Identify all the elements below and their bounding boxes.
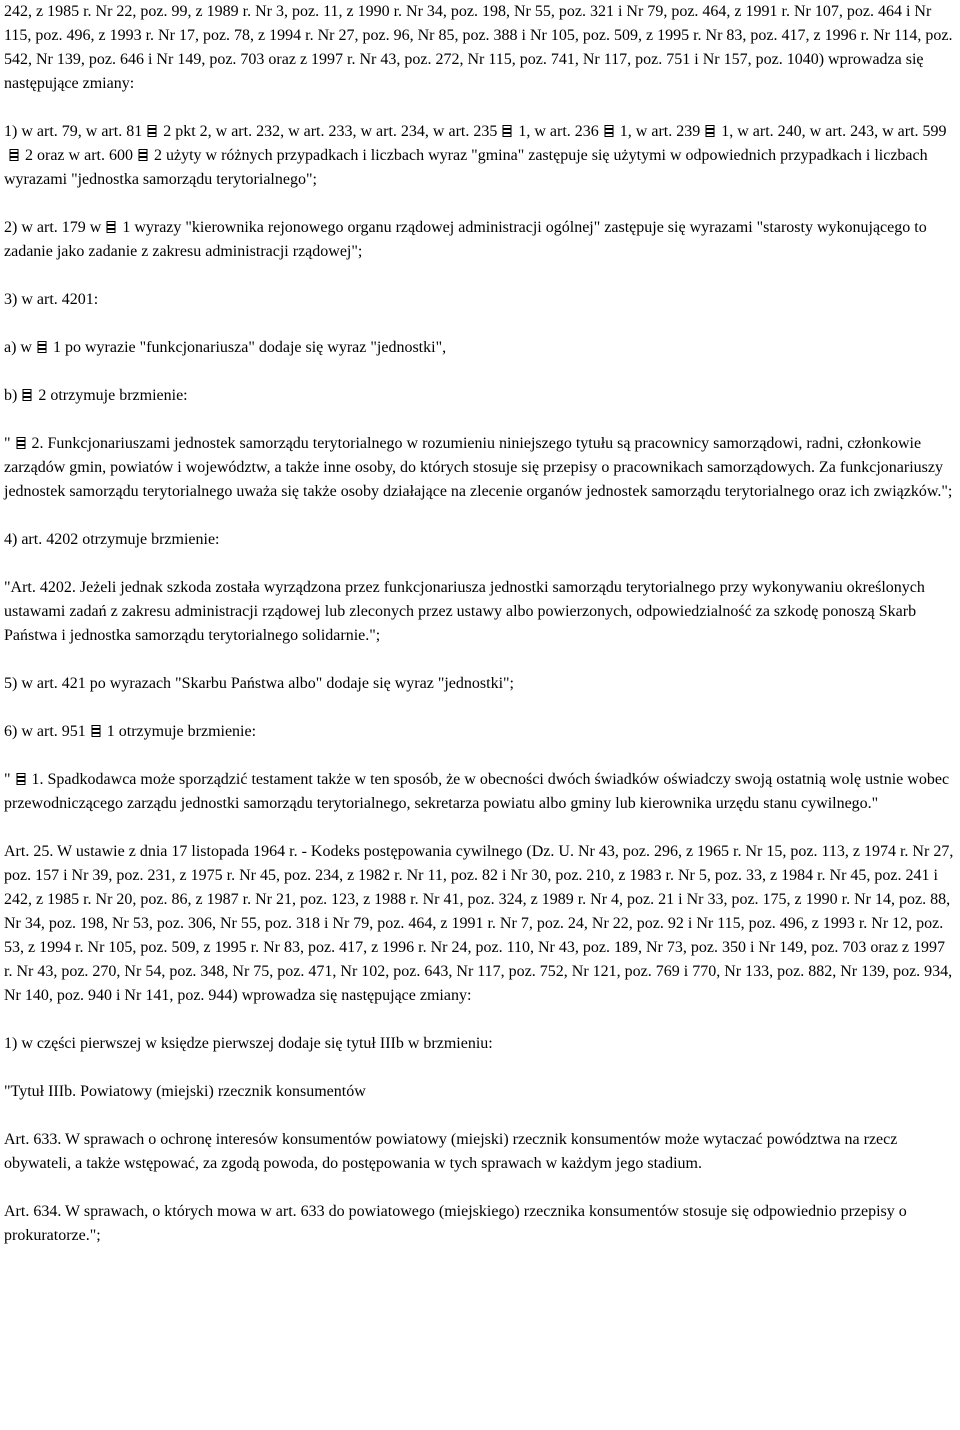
section-mark-icon <box>704 124 716 138</box>
text-span: "Tytuł IIIb. Powiatowy (miejski) rzecznik konsumentów <box>4 1083 366 1100</box>
text-span: Art. 25. W ustawie z dnia 17 listopada 1964 r. - Kodeks postępowania cywilnego (Dz. U. Nr 43, poz. 296, z 1965 r. Nr 15, poz. 113, z 1974 r. Nr 27, poz. 157 i Nr 39, poz. 231, z 1975 r. Nr 45, poz. 234, z 1982 r. Nr 11, poz. 82 i Nr 30, poz. 210, z 1983 r. Nr 5, poz. 33, z 1984 r. Nr 45, poz. 241 i 242, z 1985 r. Nr 20, poz. 86, z 1987 r. Nr 21, poz. 123, z 1988 r. Nr 41, poz. 324, z 1989 r. Nr 4, poz. 21 i Nr 33, poz. 175, z 1990 r. Nr 14, poz. 88, Nr 34, poz. 198, Nr 53, poz. 306, Nr 55, poz. 318 i Nr 79, poz. 464, z 1991 r. Nr 7, poz. 24, Nr 22, poz. 92 i Nr 115, poz. 496, z 1993 r. Nr 12, poz. 53, z 1994 r. Nr 105, poz. 509, z 1995 r. Nr 83, poz. 417, z 1996 r. Nr 24, poz. 110, Nr 43, poz. 189, Nr 73, poz. 350 i Nr 149, poz. 703 oraz z 1997 r. Nr 43, poz. 270, Nr 54, poz. 348, Nr 75, poz. 471, Nr 102, poz. 643, Nr 117, poz. 752, Nr 121, poz. 769 i 770, Nr 133, poz. 882, Nr 139, poz. 934, Nr 140, poz. 940 i Nr 141, poz. 944) wprowadza się następujące zmiany: <box>4 843 954 1004</box>
article-634 <box>4 1200 956 1248</box>
section-mark-icon <box>137 148 149 162</box>
intro-paragraph <box>4 0 956 96</box>
text-span: 3) w art. 4201: <box>4 291 99 308</box>
text-span: 2. Funkcjonariuszami jednostek samorządu terytorialnego w rozumieniu niniejszego tytułu są pracownicy samorządowi, radni, członkowie zarządów gmin, powiatów i województw, a także inne osoby, do których stosuje się przepisy o pracownikach samorządowych. Za funkcjonariuszy jednostek samorządu terytorialnego uważa się także osoby działające na zlecenie organów jednostek samorządu terytorialnego oraz ich związków."; <box>4 435 953 500</box>
amendment-item-6 <box>4 720 956 744</box>
text-span: a) w <box>4 339 32 356</box>
article-633 <box>4 1128 956 1176</box>
amendment-item-1 <box>4 1032 956 1056</box>
amendment-item-2 <box>4 216 956 264</box>
text-span: 1 wyrazy "kierownika rejonowego organu rządowej administracji ogólnej" zastępuje się wyrazami "starosty wykonującego to zadanie jako zadanie z zakresu administracji rządowej"; <box>4 219 927 260</box>
quoted-provision <box>4 576 956 648</box>
section-mark-icon <box>15 436 27 450</box>
text-span: 1, w art. 240, w art. 243, w art. 599 <box>721 123 947 140</box>
text-span: "Art. 4202. Jeżeli jednak szkoda została wyrządzona przez funkcjonariusza jednostki samorządu terytorialnego przy wykonywaniu określonych ustawami zadań z zakresu administracji rządowej lub zleconych przez ustawy albo powierzonych, odpowiedzialność za szkodę ponoszą Skarb Państwa i jednostka samorządu terytorialnego solidarnie."; <box>4 579 925 644</box>
text-span: " <box>4 771 11 788</box>
section-mark-icon <box>146 124 158 138</box>
text-span: 6) w art. 951 <box>4 723 86 740</box>
text-span: 242, z 1985 r. Nr 22, poz. 99, z 1989 r. Nr 3, poz. 11, z 1990 r. Nr 34, poz. 198, Nr 55, poz. 321 i Nr 79, poz. 464, z 1991 r. Nr 107, poz. 464 i Nr 115, poz. 496, z 1993 r. Nr 17, poz. 78, z 1994 r. Nr 27, poz. 96, Nr 85, poz. 388 i Nr 105, poz. 509, z 1995 r. Nr 83, poz. 417, z 1996 r. Nr 114, poz. 542, Nr 139, poz. 646 i Nr 149, poz. 703 oraz z 1997 r. Nr 43, poz. 272, Nr 115, poz. 741, Nr 117, poz. 751 i Nr 157, poz. 1040) wprowadza się następujące zmiany: <box>4 3 953 92</box>
amendment-subitem-a <box>4 336 956 360</box>
text-span: " <box>4 435 11 452</box>
section-mark-icon <box>90 724 102 738</box>
text-span: 1. Spadkodawca może sporządzić testament także w ten sposób, że w obecności dwóch świadków oświadczy swoją ostatnią wolę ustnie wobec przewodniczącego zarządu jednostki samorządu terytorialnego, sekretarza powiatu albo gminy lub kierownika urzędu stanu cywilnego." <box>4 771 950 812</box>
amendment-item-3 <box>4 288 956 312</box>
text-span: 1) w art. 79, w art. 81 <box>4 123 143 140</box>
text-span: 2 otrzymuje brzmienie: <box>38 387 188 404</box>
text-span: 2 oraz w art. 600 <box>25 147 133 164</box>
text-span: 2) w art. 179 w <box>4 219 102 236</box>
section-mark-icon <box>21 388 33 402</box>
text-span: 2 pkt 2, w art. 232, w art. 233, w art. 234, w art. 235 <box>163 123 498 140</box>
amendment-item-5 <box>4 672 956 696</box>
section-mark-icon <box>501 124 513 138</box>
text-span: 1) w części pierwszej w księdze pierwszej dodaje się tytuł IIIb w brzmieniu: <box>4 1035 493 1052</box>
quoted-provision <box>4 432 956 504</box>
section-mark-icon <box>105 220 117 234</box>
text-span: Art. 633. W sprawach o ochronę interesów konsumentów powiatowy (miejski) rzecznik konsumentów może wytaczać powództwa na rzecz obywateli, a także wstępować, za zgodą powoda, do postępowania w tych sprawach w każdym jego stadium. <box>4 1131 898 1172</box>
amendment-item-1 <box>4 120 956 192</box>
text-span: Art. 634. W sprawach, o których mowa w art. 633 do powiatowego (miejskiego) rzecznika konsumentów stosuje się odpowiednio przepisy o prokuratorze."; <box>4 1203 907 1244</box>
title-heading <box>4 1080 956 1104</box>
section-mark-icon <box>603 124 615 138</box>
text-span: 1, w art. 239 <box>619 123 701 140</box>
text-span: 2 użyty w różnych przypadkach i liczbach wyraz "gmina" zastępuje się użytymi w odpowiednich przypadkach i liczbach wyrazami "jednostka samorządu terytorialnego"; <box>4 147 928 188</box>
text-span: 4) art. 4202 otrzymuje brzmienie: <box>4 531 220 548</box>
amendment-item-4 <box>4 528 956 552</box>
amendment-subitem-b <box>4 384 956 408</box>
text-span: b) <box>4 387 18 404</box>
section-mark-icon <box>8 148 20 162</box>
text-span: 1, w art. 236 <box>518 123 599 140</box>
text-span: 1 po wyrazie "funkcjonariusza" dodaje się wyraz "jednostki", <box>52 339 447 356</box>
section-mark-icon <box>15 772 27 786</box>
quoted-provision <box>4 768 956 816</box>
section-mark-icon <box>36 340 48 354</box>
text-span: 5) w art. 421 po wyrazach "Skarbu Państwa albo" dodaje się wyraz "jednostki"; <box>4 675 514 692</box>
article-25 <box>4 840 956 1008</box>
text-span: 1 otrzymuje brzmienie: <box>106 723 257 740</box>
